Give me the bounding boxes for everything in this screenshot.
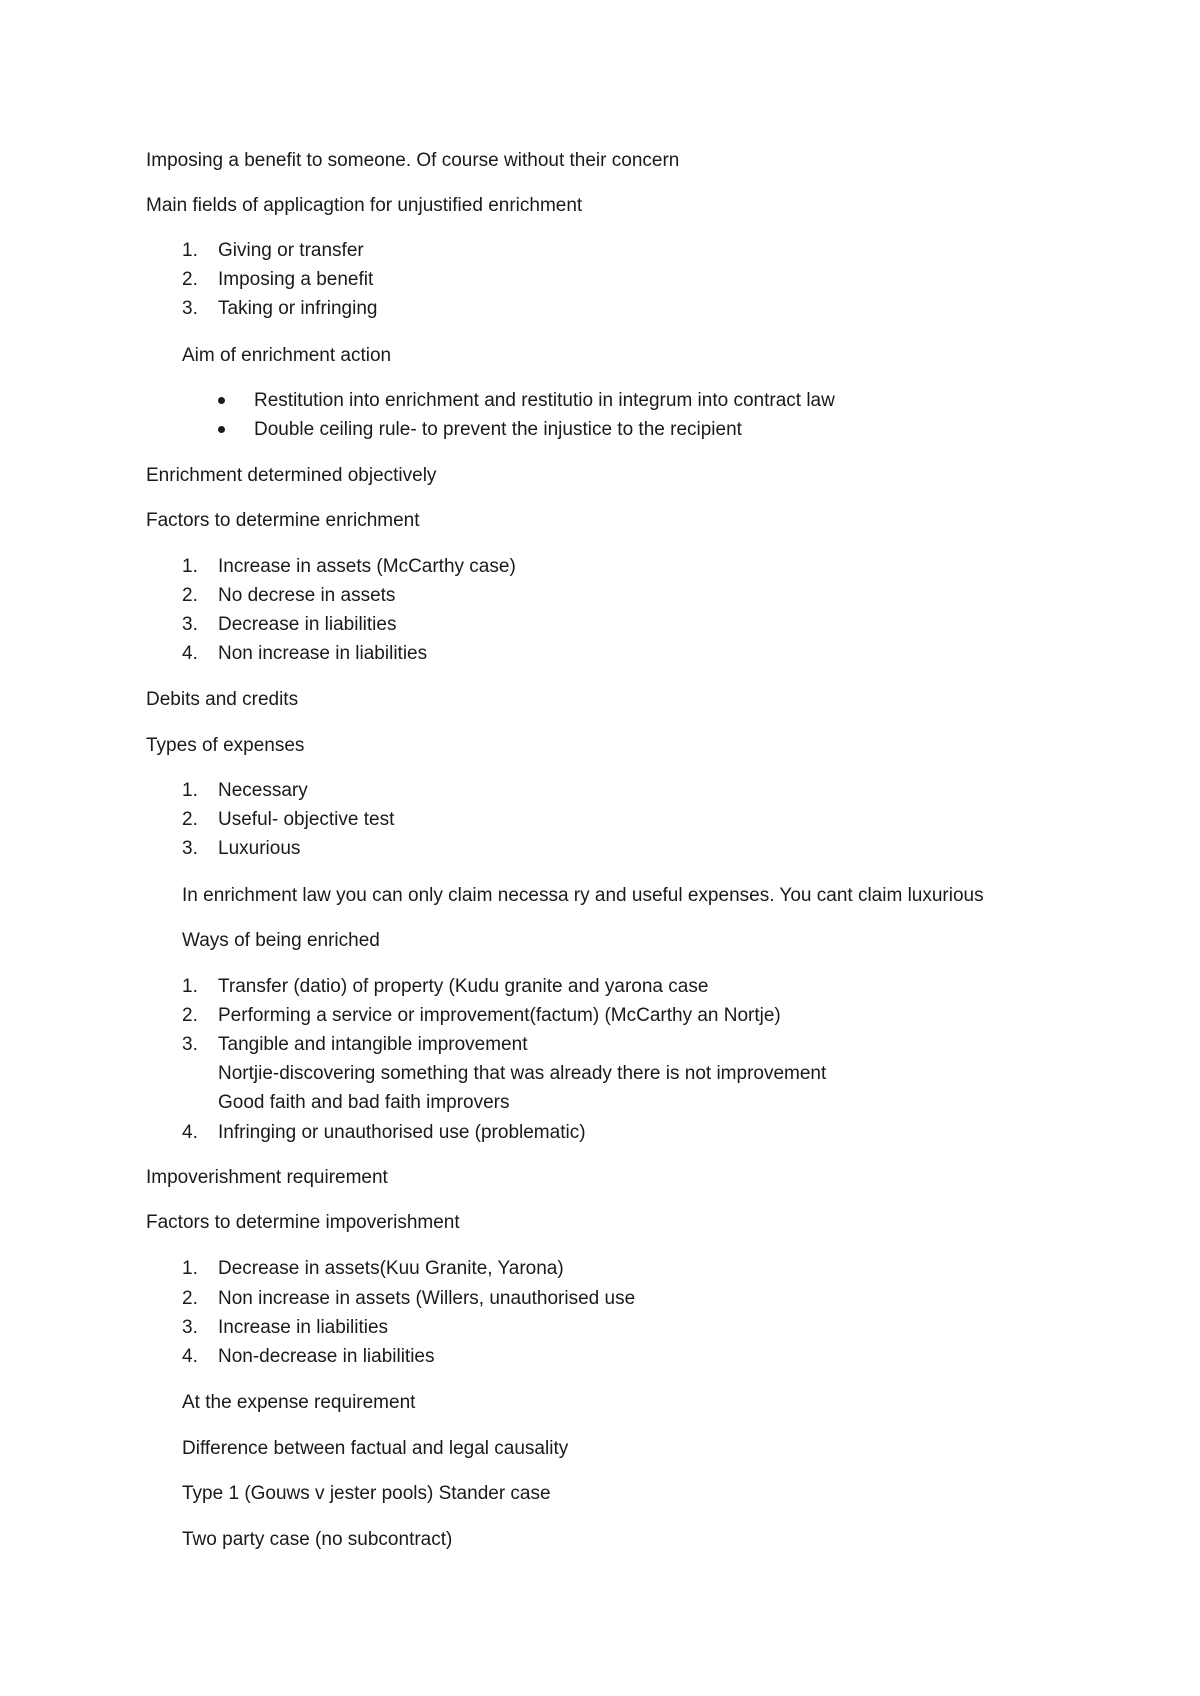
list-item: Necessary: [218, 780, 308, 801]
list-number: 4.: [182, 1122, 198, 1143]
list-number: 3.: [182, 1034, 198, 1055]
paragraph: Aim of enrichment action: [182, 345, 392, 366]
paragraph: Factors to determine enrichment: [146, 510, 420, 531]
list-number: 3.: [182, 838, 198, 859]
list-number: 1.: [182, 240, 198, 261]
list-number: 2.: [182, 269, 198, 290]
list-number: 3.: [182, 1317, 198, 1338]
list-item: Increase in assets (McCarthy case): [218, 556, 516, 577]
list-item: Performing a service or improvement(factum) (McCarthy an Nortje): [218, 1005, 781, 1026]
list-item: Tangible and intangible improvement: [218, 1034, 528, 1055]
list-number: 3.: [182, 298, 198, 319]
list-item: Increase in liabilities: [218, 1317, 389, 1338]
list-number: 2.: [182, 809, 198, 830]
list-number: 4.: [182, 643, 198, 664]
list-number: 1.: [182, 976, 198, 997]
list-item: Non increase in assets (Willers, unauthorised use: [218, 1288, 636, 1309]
list-item-continuation: Good faith and bad faith improvers: [218, 1092, 510, 1113]
list-item: Useful- objective test: [218, 809, 395, 830]
list-item: Restitution into enrichment and restitutio in integrum into contract law: [254, 390, 835, 411]
list-item: Transfer (datio) of property (Kudu granite and yarona case: [218, 976, 709, 997]
list-number: 2.: [182, 1288, 198, 1309]
paragraph: Enrichment determined objectively: [146, 465, 437, 486]
paragraph: Type 1 (Gouws v jester pools) Stander case: [182, 1483, 551, 1504]
paragraph: Difference between factual and legal causality: [182, 1438, 569, 1459]
list-item-continuation: Nortjie-discovering something that was already there is not improvement: [218, 1063, 827, 1084]
list-item: No decrese in assets: [218, 585, 396, 606]
paragraph: Impoverishment requirement: [146, 1167, 388, 1188]
paragraph: Factors to determine impoverishment: [146, 1212, 460, 1233]
paragraph: Debits and credits: [146, 689, 299, 710]
paragraph: Two party case (no subcontract): [182, 1529, 453, 1550]
list-item: Decrease in assets(Kuu Granite, Yarona): [218, 1258, 564, 1279]
list-item: Non increase in liabilities: [218, 643, 428, 664]
list-item: Infringing or unauthorised use (problematic): [218, 1122, 586, 1143]
list-item: Double ceiling rule- to prevent the injustice to the recipient: [254, 419, 742, 440]
list-number: 1.: [182, 556, 198, 577]
list-item: Luxurious: [218, 838, 301, 859]
paragraph: Imposing a benefit to someone. Of course without their concern: [146, 150, 680, 171]
list-item: Imposing a benefit: [218, 269, 374, 290]
list-number: 2.: [182, 1005, 198, 1026]
bullet-icon: [218, 426, 225, 433]
list-item: Giving or transfer: [218, 240, 364, 261]
list-item: Non-decrease in liabilities: [218, 1346, 435, 1367]
paragraph: Ways of being enriched: [182, 930, 380, 951]
list-number: 1.: [182, 780, 198, 801]
paragraph: Main fields of applicagtion for unjustified enrichment: [146, 195, 583, 216]
bullet-icon: [218, 397, 225, 404]
list-number: 3.: [182, 614, 198, 635]
list-number: 4.: [182, 1346, 198, 1367]
paragraph: Types of expenses: [146, 735, 305, 756]
list-item: Taking or infringing: [218, 298, 378, 319]
list-number: 1.: [182, 1258, 198, 1279]
paragraph: In enrichment law you can only claim necessa ry and useful expenses. You cant claim luxurious: [182, 885, 984, 906]
paragraph: At the expense requirement: [182, 1392, 416, 1413]
list-item: Decrease in liabilities: [218, 614, 397, 635]
list-number: 2.: [182, 585, 198, 606]
